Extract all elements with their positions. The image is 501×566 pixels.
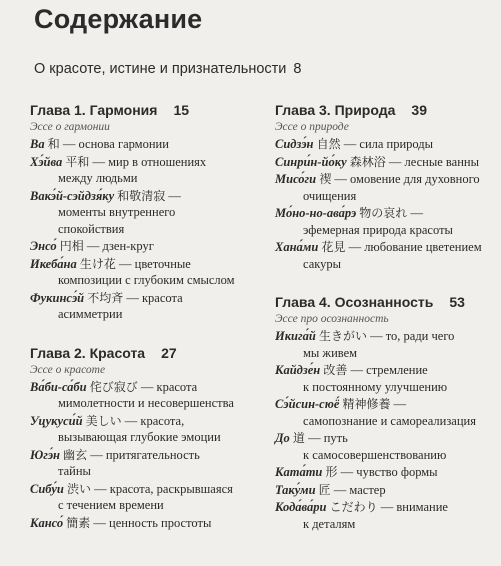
chapter-page-number: 39	[411, 102, 427, 118]
entry-description: — сила природы	[343, 137, 434, 151]
entry-term: Икеба́на	[30, 256, 77, 271]
toc-column-right	[275, 100, 497, 552]
entry-description: — ценность простоты	[93, 515, 212, 530]
entry-term: Синри́н-йо́ку	[275, 154, 347, 169]
entry-first-line	[30, 256, 255, 273]
entry-first-line	[275, 499, 497, 516]
intro-page-number: 8	[293, 61, 302, 77]
entry-term: Сэ́йсин-сюё́	[275, 397, 340, 411]
entry-term: Уцукуси́й	[30, 413, 83, 428]
chapter-section	[275, 292, 497, 532]
essay-subtitle: Эссе о красоте	[30, 363, 106, 376]
chapter-page-number: 53	[449, 294, 465, 310]
entry-first-line	[30, 447, 255, 464]
entry-continuation: с течением времени	[58, 498, 164, 512]
entry-description: — лесные ванны	[388, 154, 479, 169]
entry-description: — мастер	[333, 482, 386, 497]
entry-continuation: спокойствия	[58, 221, 125, 236]
toc-entry	[275, 482, 497, 499]
toc-entry	[275, 430, 497, 463]
entry-description: — мир в отношениях	[92, 154, 207, 169]
chapter-title: Глава 2. Красота	[30, 344, 146, 361]
entry-first-line	[275, 482, 497, 499]
entry-first-line	[275, 171, 497, 188]
entry-term: Кода́ва́ри	[275, 500, 327, 514]
chapter-title: Глава 1. Гармония	[30, 102, 158, 118]
entry-kanji: 匠	[318, 482, 331, 497]
entry-description: — путь	[308, 431, 348, 445]
entry-term: Ката́ти	[275, 465, 323, 479]
entry-first-line	[30, 413, 255, 430]
toc-entry	[275, 499, 497, 532]
entry-continuation: эфемерная природа красоты	[303, 222, 453, 237]
entry-kanji: 道	[292, 431, 305, 445]
entry-first-line	[275, 136, 497, 153]
entry-description: —	[393, 397, 407, 411]
entry-description: — любование цветением	[348, 240, 482, 254]
chapter-section	[30, 343, 255, 532]
toc-entry	[275, 205, 497, 238]
entry-term: Вакэ́й-сэйдзя́ку	[30, 188, 115, 203]
entry-first-line	[275, 362, 497, 379]
chapter-heading	[30, 343, 255, 363]
entry-first-line	[30, 154, 255, 171]
entry-first-line	[275, 239, 497, 256]
entry-description: —	[410, 206, 423, 220]
entry-term: Ва́би-са́би	[30, 379, 87, 394]
entry-term: Фукинсэ́й	[30, 290, 85, 305]
entry-kanji: 和	[47, 137, 60, 151]
entry-term: Югэ́н	[30, 447, 60, 462]
entry-continuation: моменты внутреннего	[58, 205, 176, 219]
toc-entry	[30, 256, 255, 289]
essay-subtitle: Эссе о гармонии	[30, 121, 110, 133]
entry-term: Энсо́	[30, 239, 57, 253]
entry-first-line	[275, 464, 497, 481]
entry-continuation: между людьми	[58, 171, 138, 185]
entry-kanji: 円相	[59, 239, 84, 253]
entry-term: Хэ́йва	[30, 154, 63, 169]
entry-description: — притягательность	[90, 447, 200, 462]
entry-term: Сидзэ́н	[275, 137, 314, 151]
entry-description: — стремление	[350, 363, 428, 377]
entry-kanji: 不均斉	[87, 290, 124, 305]
toc-entry	[275, 362, 497, 395]
chapter-heading	[275, 292, 497, 312]
entry-first-line	[275, 205, 497, 222]
entry-first-line	[30, 481, 255, 498]
entry-kanji: 禊	[319, 172, 332, 186]
entry-kanji: 精神修養	[342, 397, 391, 411]
entry-first-line	[275, 328, 497, 345]
toc-entry	[275, 464, 497, 481]
entry-description: — омовение для духовного	[334, 172, 480, 186]
entry-description: — цветочные	[119, 256, 191, 271]
intro-text: О красоте, истине и признательности	[34, 61, 287, 77]
toc-entry	[275, 396, 497, 429]
entry-continuation: очищения	[303, 188, 357, 203]
entry-kanji: 森林浴	[349, 154, 386, 169]
entry-kanji: こだわり	[329, 500, 378, 514]
toc-entry	[30, 136, 255, 153]
entry-kanji: 形	[325, 465, 338, 479]
chapter-title: Глава 4. Осознанность	[275, 294, 434, 310]
entry-kanji: 自然	[316, 137, 341, 151]
entry-description: — то, ради чего	[370, 329, 455, 343]
entry-first-line	[275, 396, 497, 413]
entry-term: Кансо́	[30, 515, 64, 530]
toc-entry	[30, 413, 255, 446]
entry-first-line	[275, 154, 497, 171]
toc-entry	[30, 290, 255, 323]
entry-kanji: 花見	[321, 240, 346, 254]
entry-term: До	[275, 431, 290, 445]
entry-continuation: к деталям	[303, 516, 356, 531]
entry-term: Икига́й	[275, 329, 316, 343]
entry-kanji: 生け花	[79, 256, 116, 271]
entry-kanji: 渋い	[67, 481, 92, 496]
entry-continuation: сакуры	[303, 256, 342, 271]
entry-continuation: самопознание и самореализация	[303, 413, 476, 428]
entry-continuation: мимолетности и несовершенства	[58, 396, 234, 410]
toc-entry	[275, 136, 497, 153]
entry-first-line	[30, 238, 255, 255]
entry-description: — красота,	[124, 413, 185, 428]
entry-description: — красота	[140, 379, 198, 394]
entry-continuation: асимметрии	[58, 307, 123, 321]
entry-description: —	[168, 188, 181, 203]
toc-entry	[275, 239, 497, 272]
entry-kanji: 簡素	[66, 515, 91, 530]
entry-continuation: композиции с глубоким смыслом	[58, 273, 235, 287]
entry-continuation: мы живем	[303, 345, 358, 360]
entry-kanji: 幽玄	[63, 447, 88, 462]
chapter-heading	[30, 100, 255, 120]
entry-continuation: к самосовершенствованию	[303, 447, 447, 462]
toc-entry	[275, 154, 497, 171]
intro-entry	[34, 61, 302, 77]
entry-kanji: 物の哀れ	[359, 206, 408, 220]
entry-term: Кайдзе́н	[275, 363, 321, 377]
entry-term: Сибу́и	[30, 481, 64, 496]
entry-kanji: 改善	[323, 363, 348, 377]
page-title: Содержание	[34, 4, 203, 34]
entry-kanji: 和敬清寂	[117, 188, 166, 203]
essay-subtitle: Эссе про осознанность	[275, 313, 389, 325]
entry-first-line	[30, 136, 255, 153]
toc-entry	[30, 379, 255, 412]
entry-description: — красота	[126, 290, 183, 305]
chapter-heading	[275, 100, 497, 120]
toc-entry	[30, 447, 255, 480]
entry-term: Ва	[30, 137, 45, 151]
entry-first-line	[30, 515, 255, 532]
entry-continuation: к постоянному улучшению	[303, 379, 448, 394]
entry-first-line	[30, 290, 255, 307]
toc-entry	[30, 188, 255, 238]
entry-continuation: тайны	[58, 464, 91, 478]
entry-description: — чувство формы	[340, 465, 438, 479]
toc-entry	[275, 328, 497, 361]
entry-first-line	[275, 430, 497, 447]
entry-continuation: вызывающая глубокие эмоции	[58, 430, 221, 444]
chapter-title: Глава 3. Природа	[275, 102, 396, 118]
entry-description: — красота, раскрывшаяся	[94, 481, 233, 496]
entry-first-line	[30, 188, 255, 205]
entry-term: Мо́но-но-ава́рэ	[275, 206, 357, 220]
entry-term: Таку́ми	[275, 482, 316, 497]
toc-column-left	[30, 100, 255, 551]
entry-term: Хана́ми	[275, 240, 319, 254]
entry-kanji: 平和	[65, 154, 90, 169]
essay-subtitle: Эссе о природе	[275, 121, 349, 133]
entry-kanji: 侘び寂び	[89, 379, 138, 394]
toc-entry	[30, 481, 255, 514]
entry-description: — дзен-круг	[86, 239, 154, 253]
entry-kanji: 美しい	[85, 413, 122, 428]
toc-entry	[30, 154, 255, 187]
chapter-section	[275, 100, 497, 272]
toc-entry	[275, 171, 497, 204]
entry-term: Мисо́ги	[275, 172, 317, 186]
toc-entry	[30, 515, 255, 532]
entry-kanji: 生きがい	[318, 329, 367, 343]
chapter-page-number: 15	[173, 102, 190, 118]
toc-entry	[30, 238, 255, 255]
entry-first-line	[30, 379, 255, 396]
entry-description: — внимание	[380, 500, 448, 514]
chapter-section	[30, 100, 255, 323]
chapter-page-number: 27	[161, 344, 177, 361]
entry-description: — основа гармонии	[62, 137, 169, 151]
